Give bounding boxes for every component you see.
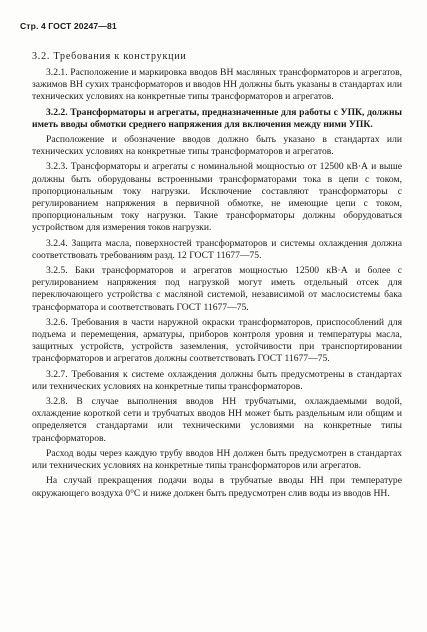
paragraph-3-2-2: 3.2.2. Трансформаторы и агрегаты, предназначенные для работы с УПК, должны иметь вводы обмотки среднего напряжения для включения между ними УПК. xyxy=(32,106,402,130)
paragraph-3-2-7: 3.2.7. Требования к системе охлаждения должны быть предусмотрены в стандартах или технических условиях на конкретные типы трансформаторов. xyxy=(32,368,402,392)
paragraph-water-drain: На случай прекращения подачи воды в трубчатые вводы НН при температуре окружающего воздуха 0°С и ниже должен быть предусмотрен слив воды из вводов НН. xyxy=(32,475,402,499)
paragraph-3-2-3: 3.2.3. Трансформаторы и агрегаты с номинальной мощностью от 12500 кВ·А и выше должны быть оборудованы встроенными трансформаторами тока в цепи с током, пропорциональным току нагрузки. Исключение составляют трансформаторы с регулированием напряжения в первичной обмотке, не имеющие цепи с током, пропорциональным току нагрузки. Такие трансформаторы должны оборудоваться устройством для измерения токов нагрузки. xyxy=(32,161,402,234)
paragraph-3-2-8: 3.2.8. В случае выполнения вводов НН трубчатыми, охлаждаемыми водой, охлаждение короткой сети и трубчатых вводов НН может быть раздельным или общим и определяется стандартами или техническими условиями на конкретные типы трансформаторов. xyxy=(32,396,402,444)
paragraph-3-2-4: 3.2.4. Защита масла, поверхностей трансформаторов и системы охлаждения должна соответствовать требованиям разд. 12 ГОСТ 11677—75. xyxy=(32,237,402,261)
paragraph-3-2-6: 3.2.6. Требования в части наружной окраски трансформаторов, приспособлений для подъема и перемещения, арматуры, приборов контроля уровня и температуры масла, защитных устройств, устройств заземления, устойчивости при транспортировании трансформаторов и агрегатов должны соответствовать ГОСТ 11677—75. xyxy=(32,316,402,365)
paragraph-location-designation: Расположение и обозначение вводов должно быть указано в стандартах или технических условиях на конкретные типы трансформаторов и агрегатов. xyxy=(32,134,402,158)
paragraph-3-2-1: 3.2.1. Расположение и маркировка вводов ВН масляных трансформаторов и агрегатов, зажимов ВН сухих трансформаторов и вводов НН должны быть указаны в стандартах или технических условиях на конкретные типы трансформаторов и агрегатов. xyxy=(32,67,402,103)
document-body xyxy=(32,50,402,503)
paragraph-3-2-5: 3.2.5. Баки трансформаторов и агрегатов мощностью 12500 кВ·А и более с регулированием напряжения под нагрузкой могут иметь отдельный отсек для переключающего устройства с масляной системой, независимой от маслосистемы бака трансформатора и соответствовать ГОСТ 11677—75. xyxy=(32,265,402,313)
section-title: 3.2. Требования к конструкции xyxy=(32,51,187,62)
page-header: Стр. 4 ГОСТ 20247—81 xyxy=(20,21,117,31)
paragraph-water-flow: Расход воды через каждую трубу вводов НН должен быть предусмотрен в стандартах или технических условиях на конкретные типы трансформаторов или агрегатов. xyxy=(32,447,402,472)
